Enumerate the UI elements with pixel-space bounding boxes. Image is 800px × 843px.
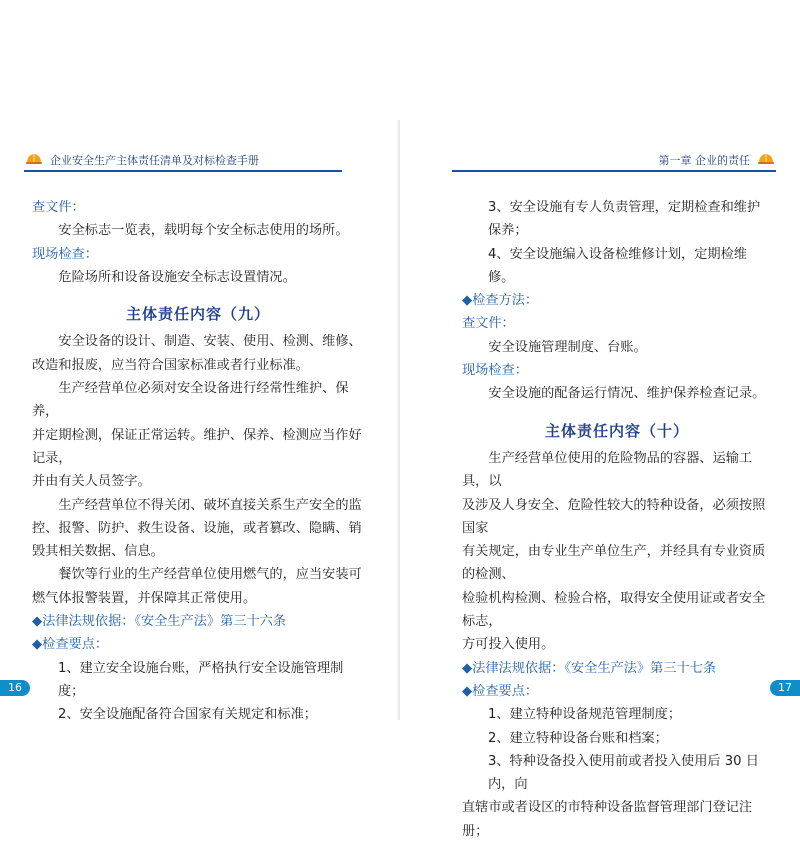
page-body <box>462 196 772 843</box>
paragraph-line: 控、报警、防护、救生设备、设施，或者篡改、隐瞒、销 <box>32 520 362 536</box>
paragraph-line: 安全标志一览表，载明每个安全标志使用的场所。 <box>58 223 349 239</box>
section-label: 现场检查： <box>32 246 98 262</box>
paragraph-line: 有关规定，由专业生产单位生产，并经具有专业资质的检测、 <box>462 544 766 583</box>
page-header <box>452 150 776 172</box>
page-number: 16 <box>0 680 30 696</box>
section-label: ◆检查要点： <box>32 637 109 653</box>
paragraph-line: 安全设施管理制度、台账。 <box>488 339 647 355</box>
list-item: 2、安全设施配备符合国家有关规定和标准； <box>58 707 317 723</box>
safety-helmet-icon <box>758 153 774 164</box>
right-page <box>400 0 800 839</box>
page-number: 17 <box>770 680 800 696</box>
list-item: 1、建立特种设备规范管理制度； <box>488 707 682 723</box>
list-item: 3、特种设备投入使用前或者投入使用后 30 日内，向 <box>488 753 759 793</box>
header-rule <box>452 170 776 172</box>
paragraph-line: 生产经营单位必须对安全设备进行经常性维护、保养， <box>32 381 349 420</box>
section-label: 现场检查： <box>462 363 528 379</box>
section-label: ◆检查要点： <box>462 683 539 699</box>
paragraph-line: 安全设施的配备运行情况、维护保养检查记录。 <box>488 386 766 402</box>
paragraph-line: 餐饮等行业的生产经营单位使用燃气的，应当安装可 <box>58 567 362 583</box>
header-rule <box>24 170 342 172</box>
paragraph-line: 改造和报废，应当符合国家标准或者行业标准。 <box>32 357 309 373</box>
paragraph-line: 安全设备的设计、制造、安装、使用、检测、维修、 <box>58 334 362 350</box>
section-label: 查文件： <box>32 200 85 215</box>
list-item: 3、安全设施有专人负责管理，定期检查和维护保养； <box>488 200 761 239</box>
section-label: ◆法律法规依据：《安全生产法》第三十七条 <box>462 660 717 676</box>
safety-helmet-icon <box>26 153 42 164</box>
list-item: 2、建立特种设备台账和档案； <box>488 730 668 746</box>
section-heading: 主体责任内容（九） <box>125 305 270 324</box>
paragraph-line: 燃气体报警装置，并保障其正常使用。 <box>32 590 257 606</box>
paragraph-line: 检验机构检测、检验合格，取得安全使用证或者安全标志， <box>462 590 766 630</box>
paragraph-line: 毁其相关数据、信息。 <box>32 544 164 560</box>
list-item: 1、建立安全设施台账，严格执行安全设施管理制度； <box>58 660 344 699</box>
page-header <box>24 150 342 172</box>
paragraph-line: 直辖市或者设区的市特种设备监督管理部门登记注册； <box>462 800 753 839</box>
section-label: ◆检查方法： <box>462 293 539 309</box>
paragraph-line: 并定期检测，保证正常运转。维护、保养、检测应当作好记录， <box>32 427 362 466</box>
paragraph-line: 并由有关人员签字。 <box>32 474 151 490</box>
page-body <box>32 196 364 727</box>
paragraph-line: 生产经营单位不得关闭、破坏直接关系生产安全的监 <box>58 497 362 513</box>
paragraph-line: 方可投入使用。 <box>462 637 555 653</box>
list-item: 4、安全设施编入设备检维修计划，定期检维修。 <box>488 246 747 285</box>
section-heading: 主体责任内容（十） <box>544 421 689 440</box>
paragraph-line: 及涉及人身安全、危险性较大的特种设备，必须按照国家 <box>462 497 766 536</box>
header-title: 第一章 企业的责任 <box>658 154 750 167</box>
header-title: 企业安全生产主体责任清单及对标检查手册 <box>50 154 259 167</box>
section-label: ◆法律法规依据：《安全生产法》第三十六条 <box>32 614 287 630</box>
section-label: 查文件： <box>462 316 515 332</box>
paragraph-line: 生产经营单位使用的危险物品的容器、运输工具，以 <box>462 450 753 490</box>
paragraph-line: 危险场所和设备设施安全标志设置情况。 <box>58 269 296 285</box>
left-page <box>0 0 400 800</box>
